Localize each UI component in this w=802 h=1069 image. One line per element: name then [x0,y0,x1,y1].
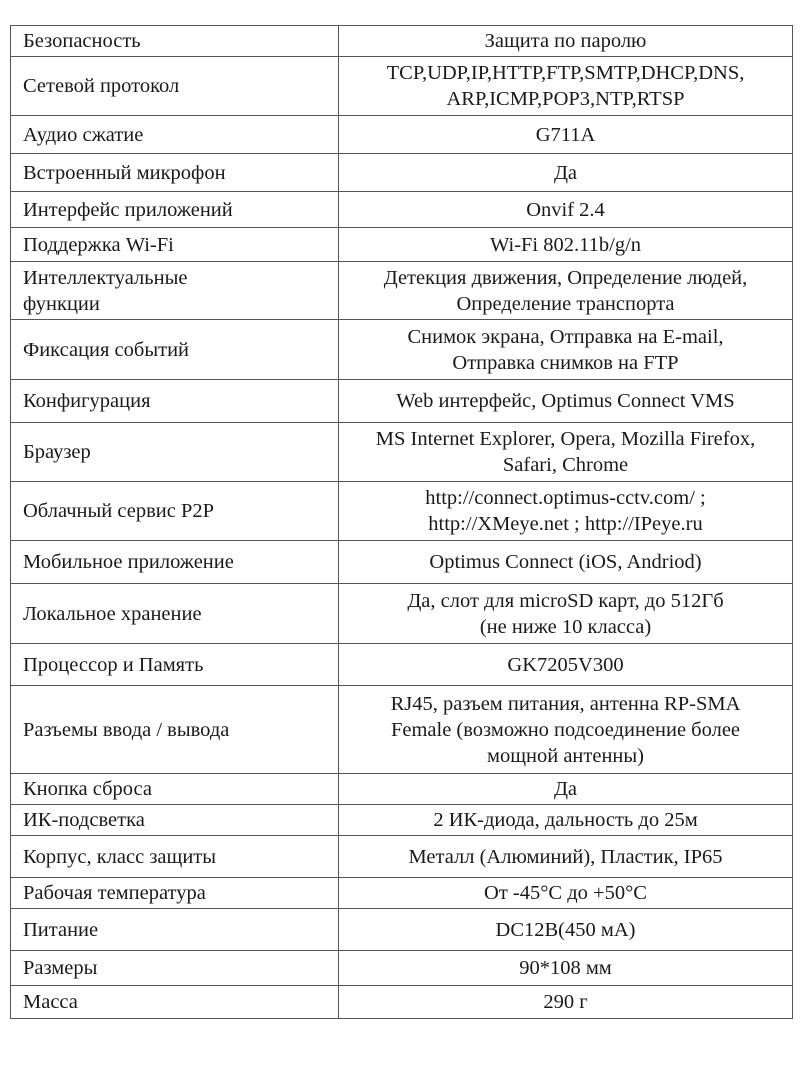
value-cell: RJ45, разъем питания, антенна RP-SMA Female (возможно подсоединение более мощной антенны) [339,686,793,774]
value-cell: 90*108 мм [339,951,793,986]
table-row [11,774,793,805]
param-cell: Поддержка Wi-Fi [11,228,339,262]
param-cell: Процессор и Память [11,644,339,686]
param-cell: Разъемы ввода / вывода [11,686,339,774]
param-cell: Браузер [11,423,339,482]
value-cell: Wi-Fi 802.11b/g/n [339,228,793,262]
value-cell: DC12В(450 мА) [339,909,793,951]
table-row [11,116,793,154]
table-row [11,26,793,57]
value-cell: http://connect.optimus-cctv.com/ ; http://XMeye.net ; http://IPeye.ru [339,482,793,541]
param-cell: Корпус, класс защиты [11,836,339,878]
value-cell: Optimus Connect (iOS, Andriod) [339,541,793,584]
table-row [11,192,793,228]
value-cell: TCP,UDP,IP,HTTP,FTP,SMTP,DHCP,DNS, ARP,ICMP,POP3,NTP,RTSP [339,57,793,116]
value-cell: От -45°C до +50°C [339,878,793,909]
param-cell: Сетевой протокол [11,57,339,116]
param-cell: Размеры [11,951,339,986]
param-cell: ИК-подсветка [11,805,339,836]
value-cell: 290 г [339,986,793,1019]
table-row [11,228,793,262]
value-cell: Web интерфейс, Optimus Connect VMS [339,380,793,423]
spec-table [10,25,793,1019]
table-row [11,986,793,1019]
param-cell: Интерфейс приложений [11,192,339,228]
value-cell: Да, слот для microSD карт, до 512Гб (не ниже 10 класса) [339,584,793,644]
table-row [11,951,793,986]
value-cell: GK7205V300 [339,644,793,686]
value-cell: 2 ИК-диода, дальность до 25м [339,805,793,836]
value-cell: MS Internet Explorer, Opera, Mozilla Firefox, Safari, Chrome [339,423,793,482]
table-row [11,482,793,541]
value-cell: Да [339,154,793,192]
param-cell: Локальное хранение [11,584,339,644]
value-cell: Снимок экрана, Отправка на E-mail, Отправка снимков на FTP [339,320,793,380]
param-cell: Питание [11,909,339,951]
param-cell: Облачный сервис P2P [11,482,339,541]
param-cell: Масса [11,986,339,1019]
table-row [11,541,793,584]
table-row [11,805,793,836]
table-row [11,878,793,909]
value-cell: Детекция движения, Определение людей, Определение транспорта [339,262,793,320]
param-cell: Конфигурация [11,380,339,423]
table-row [11,154,793,192]
table-row [11,644,793,686]
param-cell: Безопасность [11,26,339,57]
value-cell: Onvif 2.4 [339,192,793,228]
value-cell: G711A [339,116,793,154]
value-cell: Защита по паролю [339,26,793,57]
table-row [11,686,793,774]
value-cell: Да [339,774,793,805]
param-cell: Кнопка сброса [11,774,339,805]
table-row [11,57,793,116]
table-row [11,423,793,482]
param-cell: Встроенный микрофон [11,154,339,192]
table-row [11,584,793,644]
table-row [11,909,793,951]
table-row [11,380,793,423]
table-row [11,262,793,320]
table-row [11,320,793,380]
param-cell: Мобильное приложение [11,541,339,584]
param-cell: Рабочая температура [11,878,339,909]
table-row [11,836,793,878]
value-cell: Металл (Алюминий), Пластик, IP65 [339,836,793,878]
param-cell: Фиксация событий [11,320,339,380]
param-cell: Аудио сжатие [11,116,339,154]
param-cell: Интеллектуальные функции [11,262,339,320]
